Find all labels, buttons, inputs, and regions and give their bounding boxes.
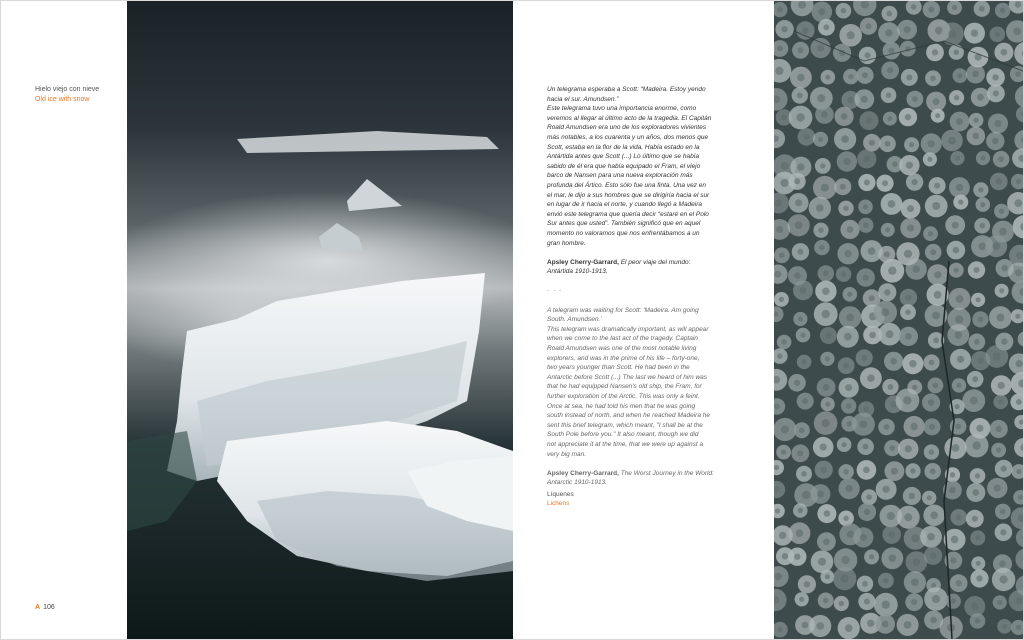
lichen-photo [774,1,1023,639]
iceberg-photo [127,1,513,639]
spanish-citation [547,258,723,268]
lichen-caption-english: Lichens [547,500,570,507]
spanish-line: Scott, estaba en la flor de la vida. Había estado en la [547,143,700,151]
spanish-line: Sur antes que usted”. También significó que en aquel [547,220,701,228]
english-line: Once at sea, he had told his men that he was going [547,402,696,410]
spanish-line: Roald Amundsen era uno de los exploradores vivientes [547,124,707,132]
page-marker: A [35,604,41,611]
english-citation [547,469,723,479]
english-line: not appreciate it at the time, that we were up against a [547,440,704,448]
english-line: when we come to the last act of the tragedy. Captain [547,335,698,343]
spanish-line: profunda del Ártico. Esto sólo fue una finta. Una vez en [547,181,706,189]
spanish-line: veremos al llegar al último acto de la tragedia. El Capitán [547,114,712,122]
spanish-source-line2: Antártida 1910-1913. [547,268,608,276]
english-line: South. Amundsen.' [547,316,602,324]
lichen-caption-spanish: Líquenes [547,491,574,498]
english-line: south instead of north, and when he reached Madeira he [547,412,710,420]
english-source-line2: Antarctic 1910-1913. [547,479,607,487]
english-line: A telegram was waiting for Scott: 'Madeira. Am going [547,306,699,314]
spanish-line: gran hombre. [547,239,586,247]
english-line: South Pole before you." It also meant, though we did [547,431,699,439]
english-line: further exploration of the Arctic. This was only a feint. [547,393,700,400]
english-line: Roald Amundsen was one of the most notable living [547,345,697,353]
english-line: two years younger than Scott. He had been in the [547,364,690,372]
english-line: This telegram was dramatically important, as will appear [547,325,709,333]
english-line: explorers, and was in the prime of his life – forty-one, [547,354,700,362]
english-line: sent this brief telegram, which meant, "I shall be at the [547,421,703,429]
spanish-source: El peor viaje del mundo: [618,258,691,266]
spanish-line: el mar, le dijo a sus hombres que se dirigiría hacia el sur [547,191,710,199]
page-number-value: 106 [43,604,55,611]
english-line: very big man. [547,450,587,458]
english-source: The Worst Journey in the World: [618,469,714,477]
english-line: Antarctic before Scott (...) The last we heard of him was [547,373,708,381]
spanish-line: envió este telegrama que quería decir “estaré en el Polo [547,210,709,218]
spanish-line: sabido de él era que había equipado el Fram, el viejo [547,162,701,170]
page-number [35,604,55,611]
spanish-line: Este telegrama tuvo una importancia enorme, como [547,105,697,113]
spanish-line: en lugar de ir hacia el norte, y cuando llegó a Madeira [547,201,703,209]
spanish-line: momento no valoramos que nos enfrentábamos a un [547,229,700,237]
quote-text-column [547,85,723,488]
photo-caption-english: Old ice with snow [35,96,90,103]
photo-caption-spanish: Hielo viejo con nieve [35,86,100,93]
spanish-author: Apsley Cherry-Garrard, [547,258,619,266]
spanish-quote [547,85,723,248]
spanish-line: Antártida antes que Scott (...) Lo último que se había [547,153,700,161]
spanish-line: más notables, a los cuarenta y un años, dos menos que [547,133,709,141]
spanish-line: hacia el sur. Amundsen.” [547,95,619,103]
english-author: Apsley Cherry-Garrard, [547,469,619,477]
english-line: that he had equipped Nansen's old ship, the Fram, for [547,383,702,391]
spanish-line: barco de Nansen para una nueva exploración más [547,172,693,180]
separator: - - - [547,287,563,295]
english-quote [547,306,723,460]
spanish-line: Un telegrama esperaba a Scott: “Madeira. Estoy yendo [547,86,706,93]
